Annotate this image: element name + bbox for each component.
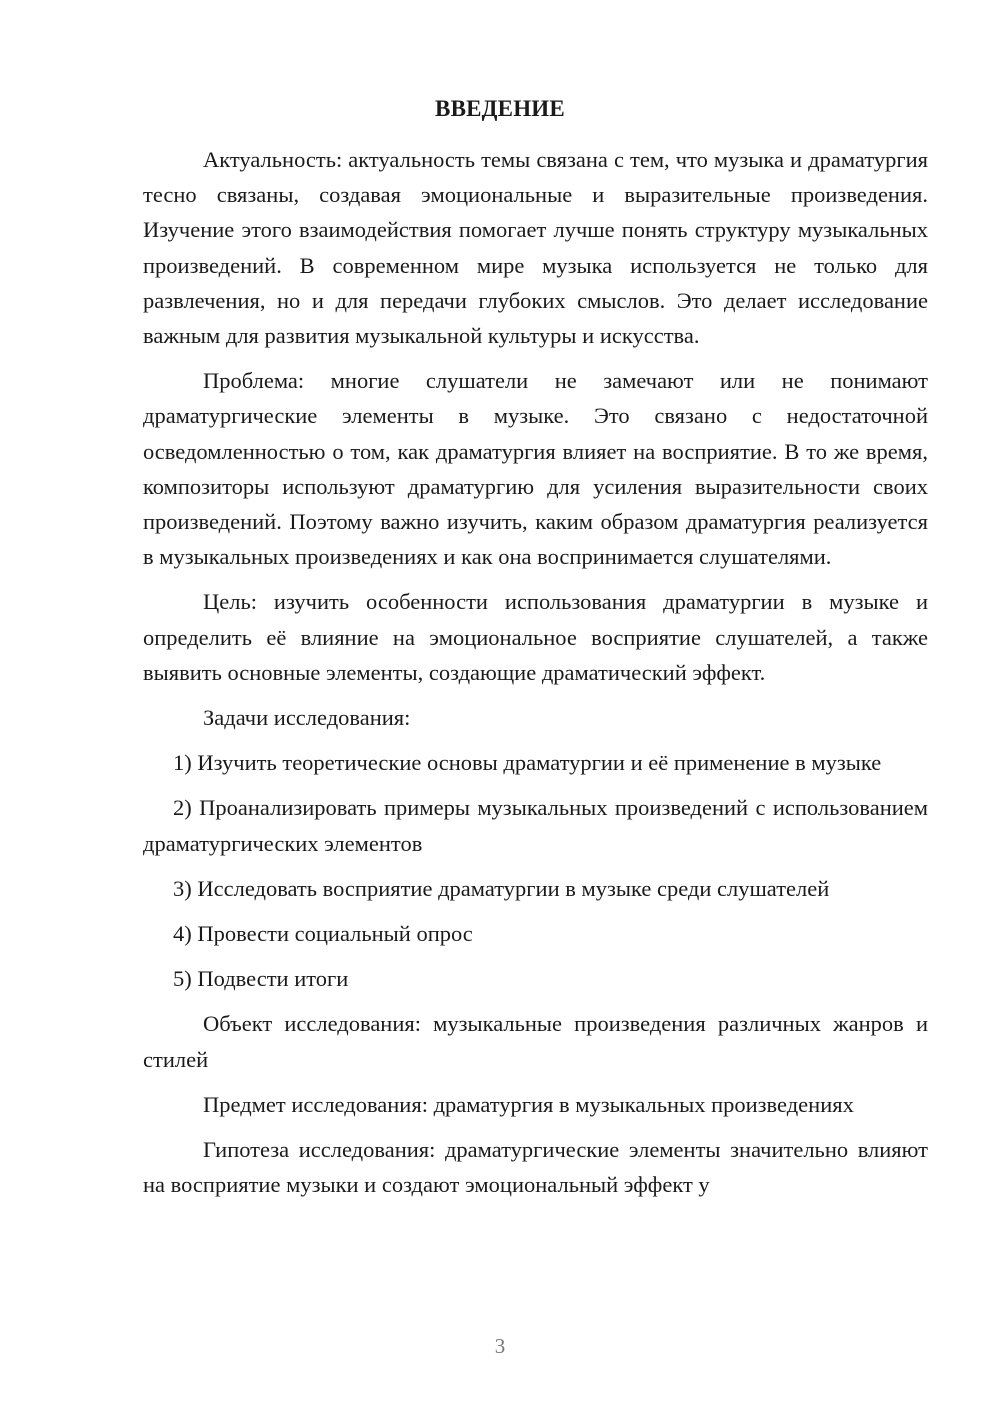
paragraph-hypothesis: Гипотеза исследования: драматургические элементы значительно влияют на восприятие музыки и создают эмоциональный эффект у <box>143 1137 928 1198</box>
document-body <box>143 142 928 1202</box>
task-item-4: 4) Провести социальный опрос <box>173 921 473 947</box>
section-heading: ВВЕДЕНИЕ <box>435 96 565 121</box>
task-item-3: 3) Исследовать восприятие драматургии в музыке среди слушателей <box>173 875 830 901</box>
paragraph-object: Объект исследования: музыкальные произведения различных жанров и стилей <box>143 1011 928 1072</box>
task-item-1: 1) Изучить теоретические основы драматургии и её применение в музыке <box>173 750 882 776</box>
paragraph-relevance: Актуальность: актуальность темы связана с тем, что музыка и драматургия тесно связаны, создавая эмоциональные и выразительные произведения. Изучение этого взаимодействия помогает лучше понять структуру музыкальных произведений. В современном мире музыка используется не только для развлечения, но и для передачи глубоких смыслов. Это делает исследование важным для развития музыкальной культуры и искусства. <box>143 147 928 349</box>
paragraph-tasks-title: Задачи исследования: <box>203 705 411 731</box>
task-item-5: 5) Подвести итоги <box>173 966 349 992</box>
page-number: 3 <box>494 1334 506 1358</box>
paragraph-subject: Предмет исследования: драматургия в музыкальных произведениях <box>203 1091 854 1117</box>
paragraph-problem: Проблема: многие слушатели не замечают или не понимают драматургические элементы в музыке. Это связано с недостаточной осведомленностью о том, как драматургия влияет на восприятие. В то же время, композиторы используют драматургию для усиления выразительности своих произведений. Поэтому важно изучить, каким образом драматургия реализуется в музыкальных произведениях и как она воспринимается слушателями. <box>143 368 928 570</box>
paragraph-goal: Цель: изучить особенности использования драматургии в музыке и определить её влияние на эмоциональное восприятие слушателей, а также выявить основные элементы, создающие драматический эффект. <box>143 589 928 685</box>
task-item-2: 2) Проанализировать примеры музыкальных произведений с использованием драматургических элементов <box>143 795 928 856</box>
